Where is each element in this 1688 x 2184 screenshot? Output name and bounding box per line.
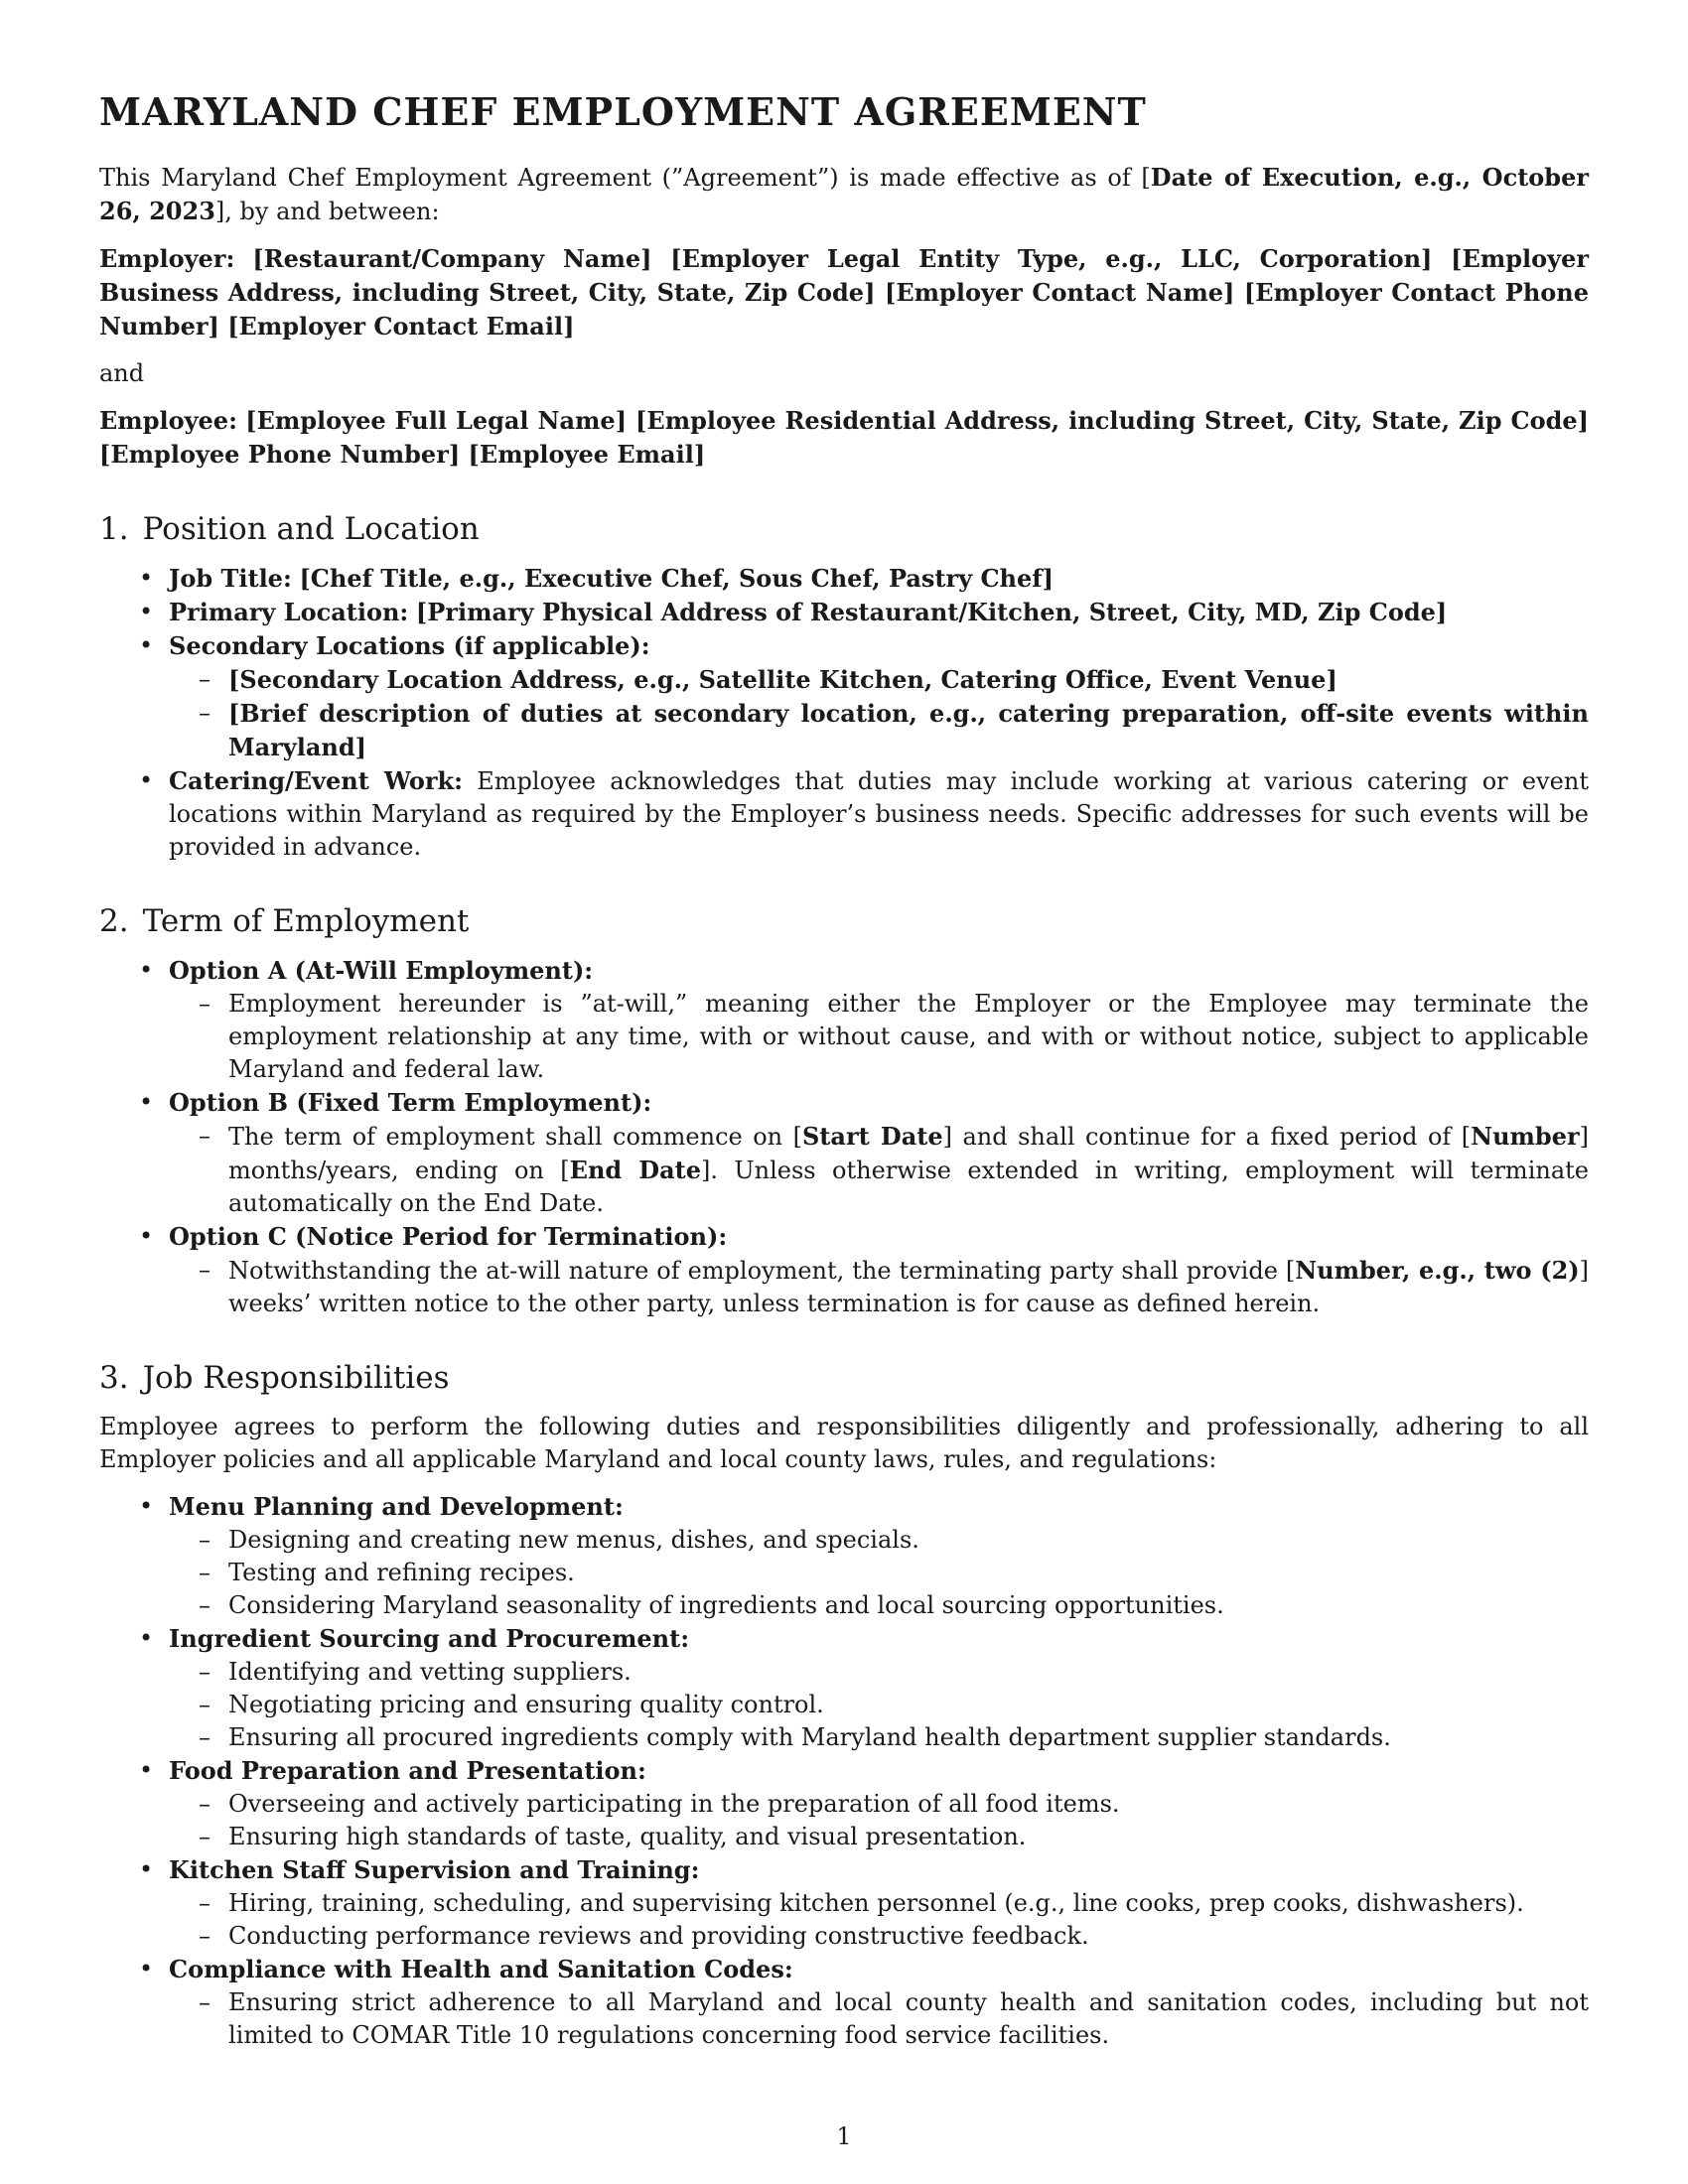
list-item: • Primary Location: [Primary Physical Address of Restaurant/Kitchen, Street, City, MD, Zip Code] bbox=[99, 596, 1589, 629]
employee-details: [Employee Full Legal Name] [Employee Residential Address, including Street, City, State, Zip Code] [Employee Phone Number] [Employee Email] bbox=[99, 405, 1589, 469]
list-item: • Secondary Locations (if applicable): – [Secondary Location Address, e.g., Satellite Kitchen, Catering Office, Event Venue] – [Brief description of duties at secondary location, e.g., catering preparation, off-site events within Maryland] bbox=[99, 629, 1589, 764]
employee-block bbox=[99, 404, 1589, 472]
employer-details: [Restaurant/Company Name] [Employer Legal Entity Type, e.g., LLC, Corporation] [Employer Business Address, including Street, City, State, Zip Code] [Employer Contact Name] [Employer Contact Phone Number] [Employer Contact Email] bbox=[99, 243, 1589, 341]
page-number: 1 bbox=[836, 2122, 852, 2150]
list-item: • Food Preparation and Presentation: – Overseeing and actively participating in the preparation of all food items. – Ensuring high standards of taste, quality, and visual presentation. bbox=[99, 1754, 1589, 1853]
list-item: • Compliance with Health and Sanitation Codes: – Ensuring strict adherence to all Maryland and local county health and sanitation codes, including but not limited to COMAR Title 10 regulations concerning food service facilities. bbox=[99, 1953, 1589, 2052]
position-list bbox=[99, 562, 1589, 864]
list-item: – Overseeing and actively participating in the preparation of all food items. bbox=[169, 1788, 1589, 1821]
list-item: • Ingredient Sourcing and Procurement: – Identifying and vetting suppliers. – Negotiating pricing and ensuring quality control. – Ensuring all procured ingredients comply with Maryland health department supplier standards. bbox=[99, 1622, 1589, 1754]
section-heading-responsibilities: 3. Job Responsibilities bbox=[99, 1359, 450, 1396]
responsibilities-list bbox=[99, 1490, 1589, 2052]
list-item: • Option C (Notice Period for Termination): – Notwithstanding the at-will nature of employment, the terminating party shall provide [Number, e.g., two (2)] weeks’ written notice to the other party, unless termination is for cause as defined herein. bbox=[99, 1220, 1589, 1320]
document-title: MARYLAND CHEF EMPLOYMENT AGREEMENT bbox=[99, 89, 1147, 134]
list-item: • Job Title: [Chef Title, e.g., Executive Chef, Sous Chef, Pastry Chef] bbox=[99, 562, 1589, 596]
secondary-locations-list bbox=[169, 663, 1589, 764]
list-item: – The term of employment shall commence on [Start Date] and shall continue for a fixed period of [Number] months/years, ending on [End Date]. Unless otherwise extended in writing, employment will terminate automatically on the End Date. bbox=[169, 1120, 1589, 1220]
responsibilities-intro: Employee agrees to perform the following duties and responsibilities diligently and professionally, adhering to all Employer policies and all applicable Maryland and local county laws, rules, and regulations: bbox=[99, 1413, 1589, 1474]
employee-label: Employee: bbox=[99, 405, 237, 435]
and-text: and bbox=[99, 358, 145, 387]
section-heading-term: 2. Term of Employment bbox=[99, 902, 470, 939]
intro-paragraph: This Maryland Chef Employment Agreement (”Agreement”) is made effective as of [Date of Execution, e.g., October 26, 2023], by and between: bbox=[99, 162, 1589, 225]
list-item: • Kitchen Staff Supervision and Training: – Hiring, training, scheduling, and supervising kitchen personnel (e.g., line cooks, prep cooks, dishwashers). – Conducting performance reviews and providing constructive feedback. bbox=[99, 1853, 1589, 1953]
list-item: – Conducting performance reviews and providing constructive feedback. bbox=[169, 1920, 1589, 1953]
list-item: – Considering Maryland seasonality of ingredients and local sourcing opportunities. bbox=[169, 1589, 1589, 1622]
date-placeholder: Date of Execution, e.g., October 26, 2023 bbox=[99, 162, 1589, 225]
list-item: – Designing and creating new menus, dishes, and specials. bbox=[169, 1524, 1589, 1557]
document-page bbox=[99, 89, 1589, 2052]
section-heading-position: 1. Position and Location bbox=[99, 510, 480, 547]
list-item: – Notwithstanding the at-will nature of employment, the terminating party shall provide [Number, e.g., two (2)] weeks’ written notice to the other party, unless termination is for cause as defined herein. bbox=[169, 1254, 1589, 1320]
employer-block bbox=[99, 242, 1589, 343]
list-item: – Identifying and vetting suppliers. bbox=[169, 1656, 1589, 1689]
list-item: • Catering/Event Work: Employee acknowledges that duties may include working at various catering or event locations within Maryland as required by the Employer’s business needs. Specific addresses for such events will be provided in advance. bbox=[99, 764, 1589, 864]
list-item: – Testing and refining recipes. bbox=[169, 1557, 1589, 1589]
list-item: • Option A (At-Will Employment): – Employment hereunder is ”at-will,” meaning either the Employer or the Employee may terminate the employment relationship at any time, with or without cause, and with or without notice, subject to applicable Maryland and federal law. bbox=[99, 954, 1589, 1086]
list-item: – [Secondary Location Address, e.g., Satellite Kitchen, Catering Office, Event Venue] bbox=[169, 663, 1589, 697]
list-item: – Hiring, training, scheduling, and supervising kitchen personnel (e.g., line cooks, prep cooks, dishwashers). bbox=[169, 1887, 1589, 1920]
list-item: – [Brief description of duties at secondary location, e.g., catering preparation, off-site events within Maryland] bbox=[169, 697, 1589, 764]
term-list bbox=[99, 954, 1589, 1320]
list-item: – Employment hereunder is ”at-will,” meaning either the Employer or the Employee may terminate the employment relationship at any time, with or without cause, and with or without notice, subject to applicable Maryland and federal law. bbox=[169, 988, 1589, 1086]
list-item: – Negotiating pricing and ensuring quality control. bbox=[169, 1689, 1589, 1721]
employer-label: Employer: bbox=[99, 243, 235, 273]
list-item: – Ensuring high standards of taste, quality, and visual presentation. bbox=[169, 1821, 1589, 1853]
list-item: • Menu Planning and Development: – Designing and creating new menus, dishes, and specials. – Testing and refining recipes. – Considering Maryland seasonality of ingredients and local sourcing opportunities. bbox=[99, 1490, 1589, 1622]
list-item: • Option B (Fixed Term Employment): – The term of employment shall commence on [Start Date] and shall continue for a fixed period of [Number] months/years, ending on [End Date]. Unless otherwise extended in writing, employment will terminate automatically on the End Date. bbox=[99, 1086, 1589, 1220]
list-item: – Ensuring strict adherence to all Maryland and local county health and sanitation codes, including but not limited to COMAR Title 10 regulations concerning food service facilities. bbox=[169, 1986, 1589, 2052]
list-item: – Ensuring all procured ingredients comply with Maryland health department supplier standards. bbox=[169, 1721, 1589, 1754]
